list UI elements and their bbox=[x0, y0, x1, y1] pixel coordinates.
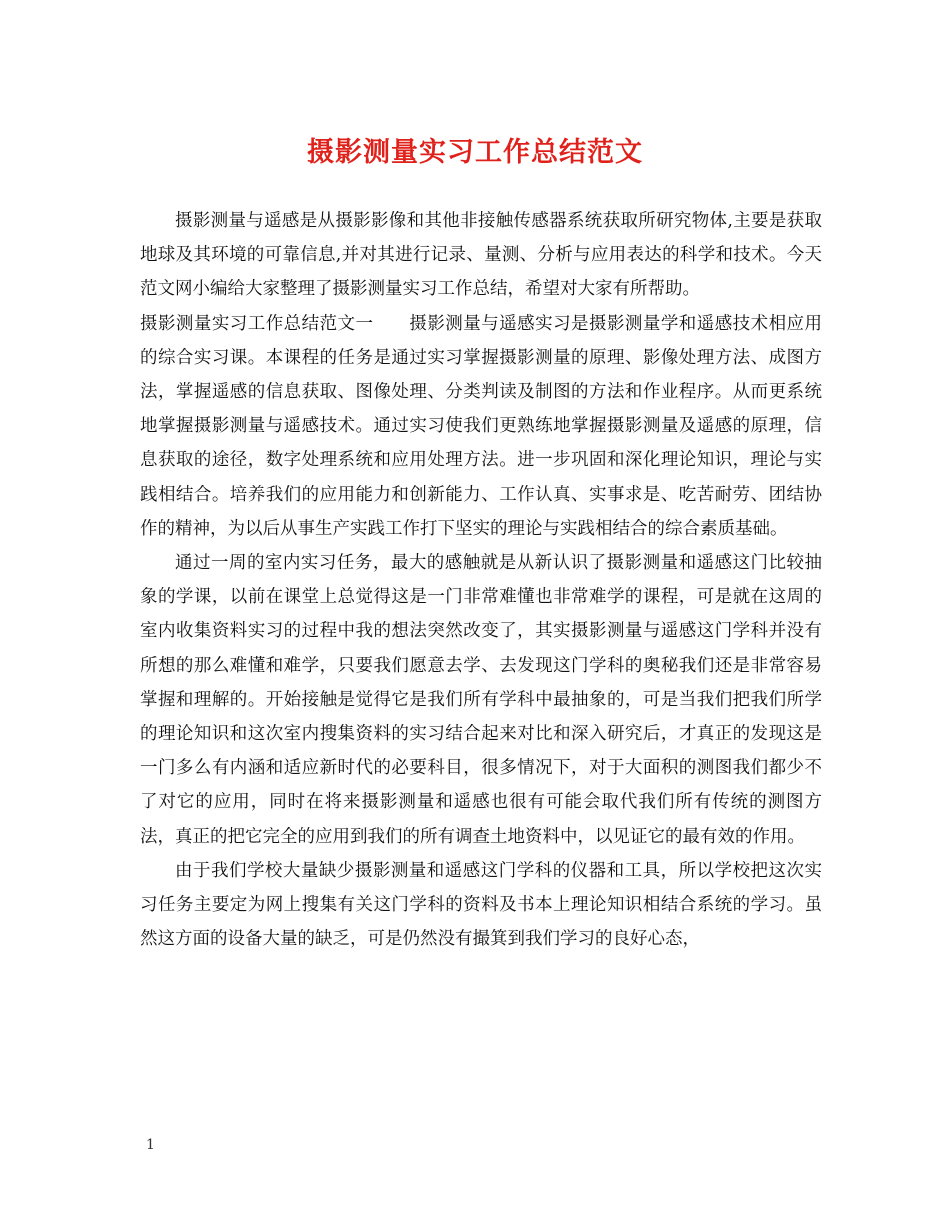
paragraph: 摄影测量实习工作总结范文一 摄影测量与遥感实习是摄影测量学和遥感技术相应用的综合实习课。本课程的任务是通过实习掌握摄影测量的原理、影像处理方法、成图方法，掌握遥感的信息获取、图像处理、分类判读及制图的方法和作业程序。从而更系统地掌握摄影测量与遥感技术。通过实习使我们更熟练地掌握摄影测量及遥感的原理，信息获取的途径，数字处理系统和应用处理方法。进一步巩固和深化理论知识，理论与实践相结合。培养我们的应用能力和创新能力、工作认真、实事求是、吃苦耐劳、团结协作的精神，为以后从事生产实践工作打下坚实的理论与实践相结合的综合素质基础。 bbox=[140, 313, 822, 539]
document-title: 摄影测量实习工作总结范文 bbox=[307, 137, 643, 168]
paragraph: 摄影测量与遥感是从摄影影像和其他非接触传感器系统获取所研究物体,主要是获取地球及其环境的可靠信息,并对其进行记录、量测、分析与应用表达的科学和技术。今天范文网小编给大家整理了摄影测量实习工作总结，希望对大家有所帮助。 bbox=[140, 211, 822, 300]
paragraph: 由于我们学校大量缺少摄影测量和遥感这门学科的仪器和工具，所以学校把这次实习任务主要定为网上搜集有关这门学科的资料及书本上理论知识相结合系统的学习。虽然这方面的设备大量的缺乏，可是仍然没有撮箕到我们学习的良好心态， bbox=[140, 860, 822, 950]
document-body bbox=[140, 204, 822, 956]
paragraph: 通过一周的室内实习任务，最大的感触就是从新认识了摄影测量和遥感这门比较抽象的学课，以前在课堂上总觉得这是一门非常难懂也非常难学的课程，可是就在这周的室内收集资料实习的过程中我的想法突然改变了，其实摄影测量与遥感这门学科并没有所想的那么难懂和难学，只要我们愿意去学、去发现这门学科的奥秘我们还是非常容易掌握和理解的。开始接触是觉得它是我们所有学科中最抽象的，可是当我们把我们所学的理论知识和这次室内搜集资料的实习结合起来对比和深入研究后，才真正的发现这是一门多么有内涵和适应新时代的必要科目，很多情况下，对于大面积的测图我们都少不了对它的应用，同时在将来摄影测量和遥感也很有可能会取代我们所有传统的测图方法，真正的把它完全的应用到我们的所有调查土地资料中，以见证它的最有效的作用。 bbox=[140, 553, 822, 847]
page-number: 1 bbox=[146, 1137, 155, 1153]
